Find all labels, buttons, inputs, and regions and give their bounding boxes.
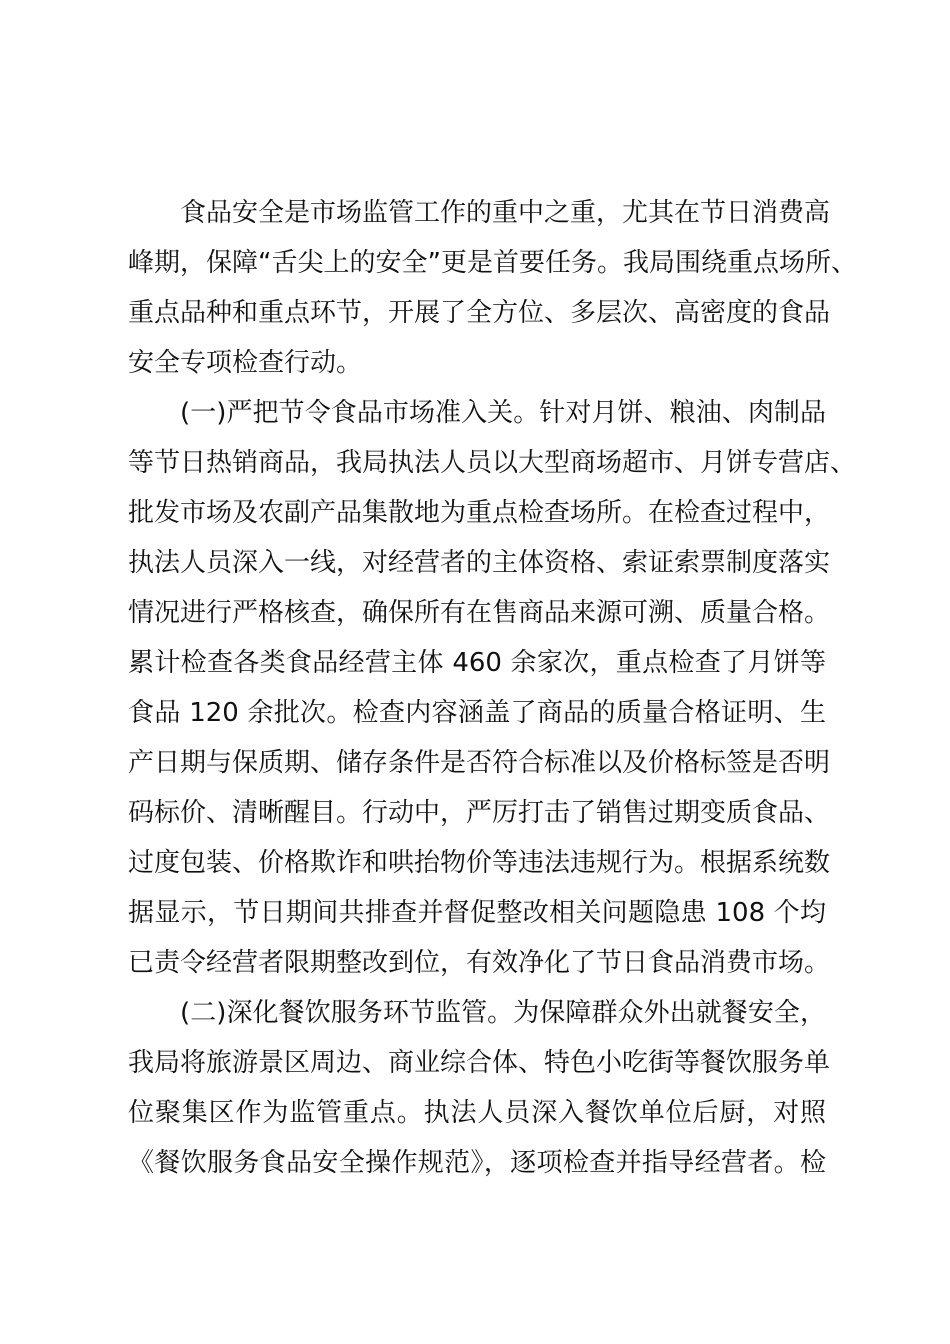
text-line: 《餐饮服务食品安全操作规范》，逐项检查并指导经营者。检 (128, 1148, 826, 1178)
text-line: 峰期，保障“舌尖上的安全”更是首要任务。我局围绕重点场所、 (128, 248, 857, 278)
text-line: 过度包装、价格欺诈和哄抬物价等违法违规行为。根据系统数 (128, 848, 831, 878)
text-line: 码标价、清晰醒目。行动中，严厉打击了销售过期变质食品、 (128, 798, 831, 828)
text-line: 产日期与保质期、储存条件是否符合标准以及价格标签是否明 (128, 748, 831, 778)
text-line: 情况进行严格核查，确保所有在售商品来源可溯、质量合格。 (128, 598, 831, 628)
text-line: 重点品种和重点环节，开展了全方位、多层次、高密度的食品 (128, 298, 831, 328)
text-line: 我局将旅游景区周边、商业综合体、特色小吃街等餐饮服务单 (128, 1048, 831, 1078)
text-line: 已责令经营者限期整改到位，有效净化了节日食品消费市场。 (128, 948, 831, 978)
paragraph-section-2 (128, 988, 831, 1188)
text-line: 位聚集区作为监管重点。执法人员深入餐饮单位后厨，对照 (128, 1098, 826, 1128)
section-heading-line: (二)深化餐饮服务环节监管。为保障群众外出就餐安全， (180, 998, 826, 1028)
text-line: 执法人员深入一线，对经营者的主体资格、索证索票制度落实 (128, 548, 831, 578)
text-line: 累计检查各类食品经营主体 460 余家次，重点检查了月饼等 (128, 648, 826, 678)
paragraph-intro (128, 188, 857, 388)
text-line: 食品 120 余批次。检查内容涵盖了商品的质量合格证明、生 (128, 698, 826, 728)
text-line: 食品安全是市场监管工作的重中之重，尤其在节日消费高 (180, 198, 831, 228)
section-heading-line: (一)严把节令食品市场准入关。针对月饼、粮油、肉制品 (180, 398, 826, 428)
text-line: 批发市场及农副产品集散地为重点检查场所。在检查过程中， (128, 498, 831, 528)
paragraph-section-1 (128, 388, 857, 988)
text-line: 等节日热销商品，我局执法人员以大型商场超市、月饼专营店、 (128, 448, 857, 478)
text-line: 据显示，节日期间共排查并督促整改相关问题隐患 108 个均 (128, 898, 826, 928)
text-line: 安全专项检查行动。 (128, 348, 363, 378)
document-page (128, 188, 857, 1188)
